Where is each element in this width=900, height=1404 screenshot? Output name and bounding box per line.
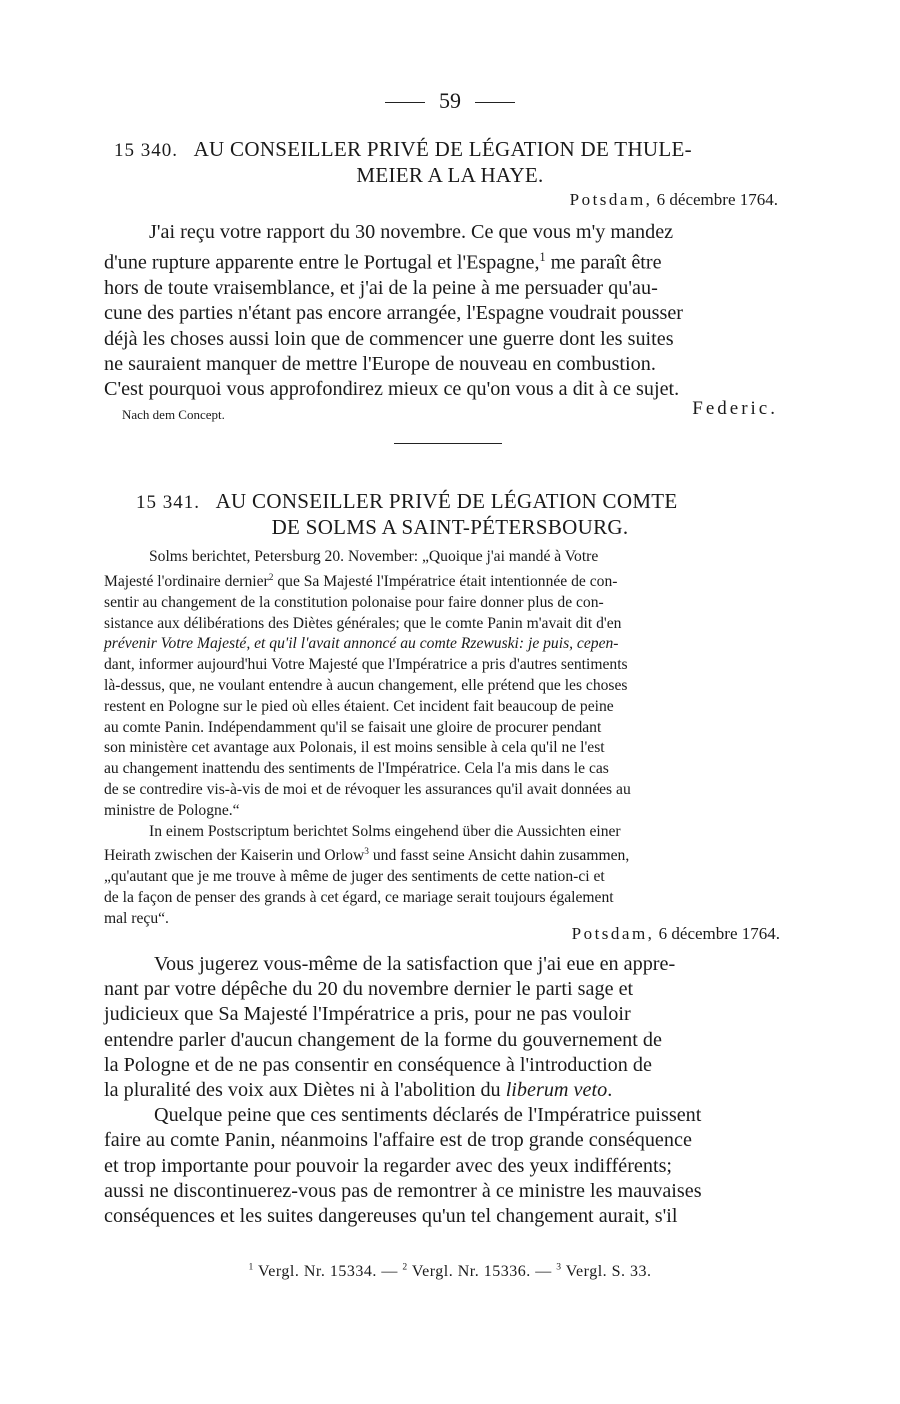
letter-number: 15 340. xyxy=(114,140,178,161)
summary-line: dant, informer aujourd'hui Votre Majesté que l'Impératrice a pris d'autres sentiments xyxy=(104,656,628,674)
dateline-place: Potsdam, xyxy=(569,190,653,209)
summary-line: ministre de Pologne.“ xyxy=(104,801,240,819)
summary-line: Majesté l'ordinaire dernier$^2$ que Sa Majesté l'Impératrice était intentionnée de con- xyxy=(104,572,618,590)
footnote-mark: 3 xyxy=(364,847,369,858)
paragraph-line: déjà les choses aussi loin que de commencer une guerre dont les suites xyxy=(104,327,674,350)
paragraph-line: J'ai reçu votre rapport du 30 novembre. Ce que vous m'y mandez xyxy=(149,221,674,243)
summary-line: au changement inattendu des sentiments de l'Impératrice. Cela l'a mis dans le cas xyxy=(104,760,609,778)
letter-heading-2-cont xyxy=(0,515,900,540)
postscript-line: de la façon de penser des grands à cet égard, ce mariage serait toujours également xyxy=(104,889,614,907)
paragraph-line: Quelque peine que ces sentiments déclarés de l'Impératrice puissent xyxy=(154,1104,702,1127)
paragraph-line: la pluralité des voix aux Diètes ni à l'abolition du liberum veto. xyxy=(104,1079,613,1102)
paragraph-line: d'une rupture apparente entre le Portugal et l'Espagne,$^1$ me paraît être xyxy=(104,250,662,274)
paragraph-line: la Pologne et de ne pas consentir en conséquence à l'introduction de xyxy=(104,1053,652,1076)
dateline-date: 6 décembre 1764. xyxy=(658,924,780,943)
summary-line: Solms berichtet, Petersburg 20. November: „Quoique j'ai mandé à Votre xyxy=(149,548,599,565)
page-number-row xyxy=(0,88,900,114)
footnote: $^1$ Vergl. Nr. 15334. — xyxy=(248,1262,398,1281)
dateline-date: 6 décembre 1764. xyxy=(656,190,778,209)
footnotes xyxy=(0,1262,900,1281)
summary-line: au comte Panin. Indépendamment qu'il se faisait une gloire de procurer pendant xyxy=(104,718,602,736)
letter-heading-1-cont xyxy=(0,163,900,188)
source-note: Nach dem Concept. xyxy=(122,407,225,422)
paragraph-line: et trop importante pour pouvoir la regarder avec des yeux indifférents; xyxy=(104,1154,673,1177)
dateline xyxy=(570,190,778,210)
paragraph-line: Vous jugerez vous-même de la satisfaction que j'ai eue en appre- xyxy=(154,953,676,975)
postscript-line: mal reçu“. xyxy=(104,909,169,927)
letter-title-line2: MEIER A LA HAYE. xyxy=(356,163,544,187)
summary-line: sistance aux délibérations des Diètes générales; que le comte Panin m'avait dit d'en xyxy=(104,614,622,632)
letter-title-line1: AU CONSEILLER PRIVÉ DE LÉGATION COMTE xyxy=(215,489,678,513)
paragraph-line: judicieux que Sa Majesté l'Impératrice a pris, pour ne pas vouloir xyxy=(104,1003,631,1026)
summary-line: sentir au changement de la constitution polonaise pour faire donner plus de con- xyxy=(104,593,604,611)
footnote: $^3$ Vergl. S. 33. xyxy=(556,1262,652,1281)
footnote: $^2$ Vergl. Nr. 15336. — xyxy=(402,1262,552,1281)
summary-line: de se contredire vis-à-vis de moi et de révoquer les assurances qu'il avait données au xyxy=(104,780,631,798)
letter-summary xyxy=(104,547,804,930)
letter-body-1 xyxy=(104,220,801,402)
footnote-mark: 1 xyxy=(539,250,546,265)
postscript-line: In einem Postscriptum berichtet Solms eingehend über die Aussichten einer xyxy=(149,822,621,840)
section-divider xyxy=(394,443,502,444)
page-number-dash-left xyxy=(385,102,425,103)
italic-term: liberum veto xyxy=(505,1079,608,1102)
summary-line: son ministère cet avantage aux Polonais, il est moins sensible à cela qu'il ne l'est xyxy=(104,739,605,757)
footnote-mark: 2 xyxy=(268,572,274,583)
paragraph-line: C'est pourquoi vous approfondirez mieux ce qu'on vous a dit à ce sujet. xyxy=(104,377,680,400)
dateline xyxy=(572,924,780,944)
paragraph-line: entendre parler d'aucun changement de la forme du gouvernement de xyxy=(104,1028,662,1051)
paragraph-line: faire au comte Panin, néanmoins l'affaire est de trop grande conséquence xyxy=(104,1129,692,1152)
letter-number: 15 341. xyxy=(136,492,200,513)
letter-body-2 xyxy=(104,952,804,1229)
postscript-line: Heirath zwischen der Kaiserin und Orlow$^3$ und fasst seine Ansicht dahin zusammen, xyxy=(104,847,630,865)
summary-line: là-dessus, que, ne voulant entendre à aucun changement, elle prétend que les choses xyxy=(104,676,628,694)
dateline-place: Potsdam, xyxy=(571,924,655,943)
letter-heading-2 xyxy=(136,489,796,514)
postscript-line: „qu'autant que je me trouve à même de juger des sentiments de cette nation-ci et xyxy=(104,868,605,886)
summary-line: prévenir Votre Majesté, et qu'il l'avait annoncé au comte Rzewuski: je puis, cepen- xyxy=(104,635,619,653)
paragraph-line: cune des parties n'étant pas encore arrangée, l'Espagne voudrait pousser xyxy=(104,302,684,325)
summary-line: restent en Pologne sur le pied où elles étaient. Cet incident fait beaucoup de peine xyxy=(104,697,614,715)
page-number: 59 xyxy=(439,88,461,113)
page-number-dash-right xyxy=(475,102,515,103)
paragraph-line: nant par votre dépêche du 20 du novembre dernier le parti sage et xyxy=(104,978,634,1001)
signature: Federic. xyxy=(692,398,778,419)
paragraph-line: aussi ne discontinuerez-vous pas de remontrer à ce ministre les mauvaises xyxy=(104,1179,702,1202)
paragraph-line: conséquences et les suites dangereuses qu'un tel changement aurait, s'il xyxy=(104,1205,678,1228)
letter-title-line2: DE SOLMS A SAINT-PÉTERSBOURG. xyxy=(271,515,629,539)
paragraph-line: ne sauraient manquer de mettre l'Europe de nouveau en combustion. xyxy=(104,352,656,375)
letter-heading-1 xyxy=(114,137,794,162)
letter-title-line1: AU CONSEILLER PRIVÉ DE LÉGATION DE THULE- xyxy=(193,137,692,161)
paragraph-line: hors de toute vraisemblance, et j'ai de la peine à me persuader qu'au- xyxy=(104,277,658,300)
